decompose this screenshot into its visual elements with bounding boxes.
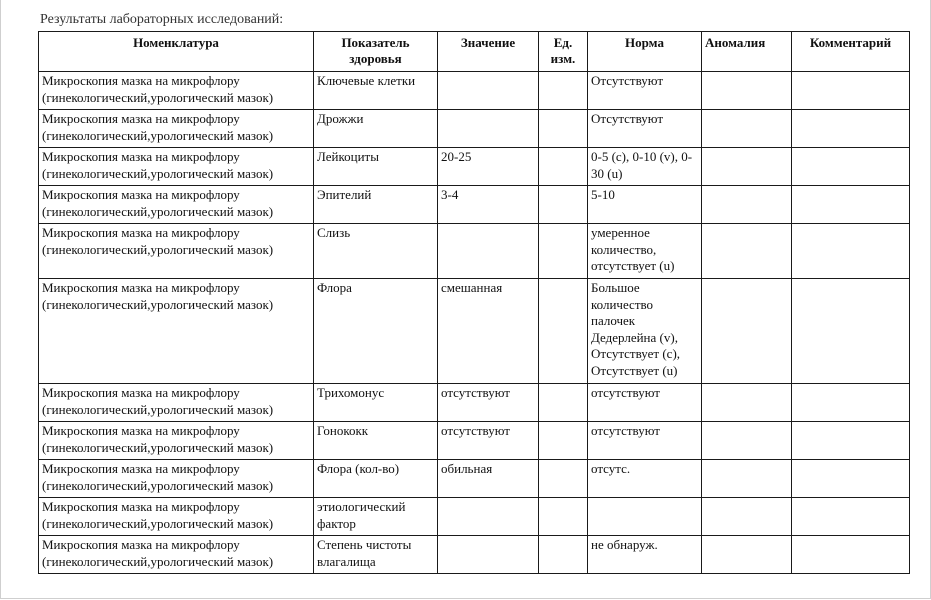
cell-nomenclature: Микроскопия мазка на микрофлору (гинекологический,урологический мазок) <box>39 279 314 384</box>
cell-value: смешанная <box>438 279 539 384</box>
cell-anomaly <box>702 110 792 148</box>
cell-value <box>438 110 539 148</box>
cell-unit <box>539 422 588 460</box>
cell-comment <box>792 224 910 279</box>
cell-unit <box>539 148 588 186</box>
table-row <box>39 279 910 384</box>
cell-value: 3-4 <box>438 186 539 224</box>
cell-indicator: этиологический фактор <box>314 498 438 536</box>
cell-norm: отсутствуют <box>588 422 702 460</box>
cell-norm: Большое количество палочек Дедерлейна (v), Отсутствует (c), Отсутствует (u) <box>588 279 702 384</box>
cell-indicator: Степень чистоты влагалища <box>314 536 438 574</box>
cell-nomenclature: Микроскопия мазка на микрофлору (гинекологический,урологический мазок) <box>39 498 314 536</box>
cell-value <box>438 72 539 110</box>
cell-unit <box>539 72 588 110</box>
table-row <box>39 224 910 279</box>
cell-norm <box>588 498 702 536</box>
cell-nomenclature: Микроскопия мазка на микрофлору (гинекологический,урологический мазок) <box>39 460 314 498</box>
header-indicator: Показатель здоровья <box>314 32 438 72</box>
cell-anomaly <box>702 148 792 186</box>
cell-indicator: Флора <box>314 279 438 384</box>
table-header-row <box>39 32 910 72</box>
cell-unit <box>539 460 588 498</box>
lab-results-table <box>38 31 910 574</box>
cell-unit <box>539 224 588 279</box>
table-row <box>39 110 910 148</box>
cell-comment <box>792 384 910 422</box>
cell-nomenclature: Микроскопия мазка на микрофлору (гинекологический,урологический мазок) <box>39 536 314 574</box>
cell-unit <box>539 279 588 384</box>
cell-nomenclature: Микроскопия мазка на микрофлору (гинекологический,урологический мазок) <box>39 224 314 279</box>
document-title: Результаты лабораторных исследований: <box>40 12 284 27</box>
table-row <box>39 148 910 186</box>
header-anomaly: Аномалия <box>702 32 792 72</box>
cell-norm: не обнаруж. <box>588 536 702 574</box>
cell-comment <box>792 186 910 224</box>
cell-anomaly <box>702 498 792 536</box>
cell-norm: 0-5 (c), 0-10 (v), 0-30 (u) <box>588 148 702 186</box>
cell-value: обильная <box>438 460 539 498</box>
header-comment: Комментарий <box>792 32 910 72</box>
cell-norm: Отсутствуют <box>588 72 702 110</box>
cell-unit <box>539 110 588 148</box>
cell-value <box>438 224 539 279</box>
cell-anomaly <box>702 384 792 422</box>
cell-nomenclature: Микроскопия мазка на микрофлору (гинекологический,урологический мазок) <box>39 384 314 422</box>
cell-anomaly <box>702 279 792 384</box>
cell-indicator: Гонококк <box>314 422 438 460</box>
cell-indicator: Слизь <box>314 224 438 279</box>
cell-comment <box>792 536 910 574</box>
table-row <box>39 186 910 224</box>
table-row <box>39 460 910 498</box>
cell-indicator: Лейкоциты <box>314 148 438 186</box>
cell-nomenclature: Микроскопия мазка на микрофлору (гинекологический,урологический мазок) <box>39 422 314 460</box>
cell-anomaly <box>702 422 792 460</box>
header-nomenclature: Номенклатура <box>39 32 314 72</box>
cell-value: отсутствуют <box>438 422 539 460</box>
table-row <box>39 422 910 460</box>
table-row <box>39 536 910 574</box>
cell-nomenclature: Микроскопия мазка на микрофлору (гинекологический,урологический мазок) <box>39 72 314 110</box>
cell-unit <box>539 498 588 536</box>
cell-comment <box>792 422 910 460</box>
cell-nomenclature: Микроскопия мазка на микрофлору (гинекологический,урологический мазок) <box>39 186 314 224</box>
cell-unit <box>539 186 588 224</box>
cell-indicator: Дрожжи <box>314 110 438 148</box>
cell-anomaly <box>702 224 792 279</box>
cell-indicator: Флора (кол-во) <box>314 460 438 498</box>
cell-comment <box>792 110 910 148</box>
cell-anomaly <box>702 72 792 110</box>
cell-indicator: Эпителий <box>314 186 438 224</box>
cell-anomaly <box>702 536 792 574</box>
cell-comment <box>792 498 910 536</box>
cell-value <box>438 498 539 536</box>
cell-value: 20-25 <box>438 148 539 186</box>
header-value: Значение <box>438 32 539 72</box>
cell-comment <box>792 148 910 186</box>
table-row <box>39 498 910 536</box>
cell-norm: 5-10 <box>588 186 702 224</box>
table-row <box>39 384 910 422</box>
cell-comment <box>792 460 910 498</box>
cell-value <box>438 536 539 574</box>
cell-norm: отсутс. <box>588 460 702 498</box>
cell-norm: отсутствуют <box>588 384 702 422</box>
table-row <box>39 72 910 110</box>
cell-norm: умеренное количество, отсутствует (u) <box>588 224 702 279</box>
header-norm: Норма <box>588 32 702 72</box>
cell-nomenclature: Микроскопия мазка на микрофлору (гинекологический,урологический мазок) <box>39 110 314 148</box>
cell-indicator: Трихомонус <box>314 384 438 422</box>
cell-unit <box>539 536 588 574</box>
header-unit: Ед. изм. <box>539 32 588 72</box>
cell-anomaly <box>702 186 792 224</box>
cell-unit <box>539 384 588 422</box>
cell-anomaly <box>702 460 792 498</box>
cell-value: отсутствуют <box>438 384 539 422</box>
cell-comment <box>792 72 910 110</box>
cell-comment <box>792 279 910 384</box>
cell-nomenclature: Микроскопия мазка на микрофлору (гинекологический,урологический мазок) <box>39 148 314 186</box>
cell-indicator: Ключевые клетки <box>314 72 438 110</box>
cell-norm: Отсутствуют <box>588 110 702 148</box>
